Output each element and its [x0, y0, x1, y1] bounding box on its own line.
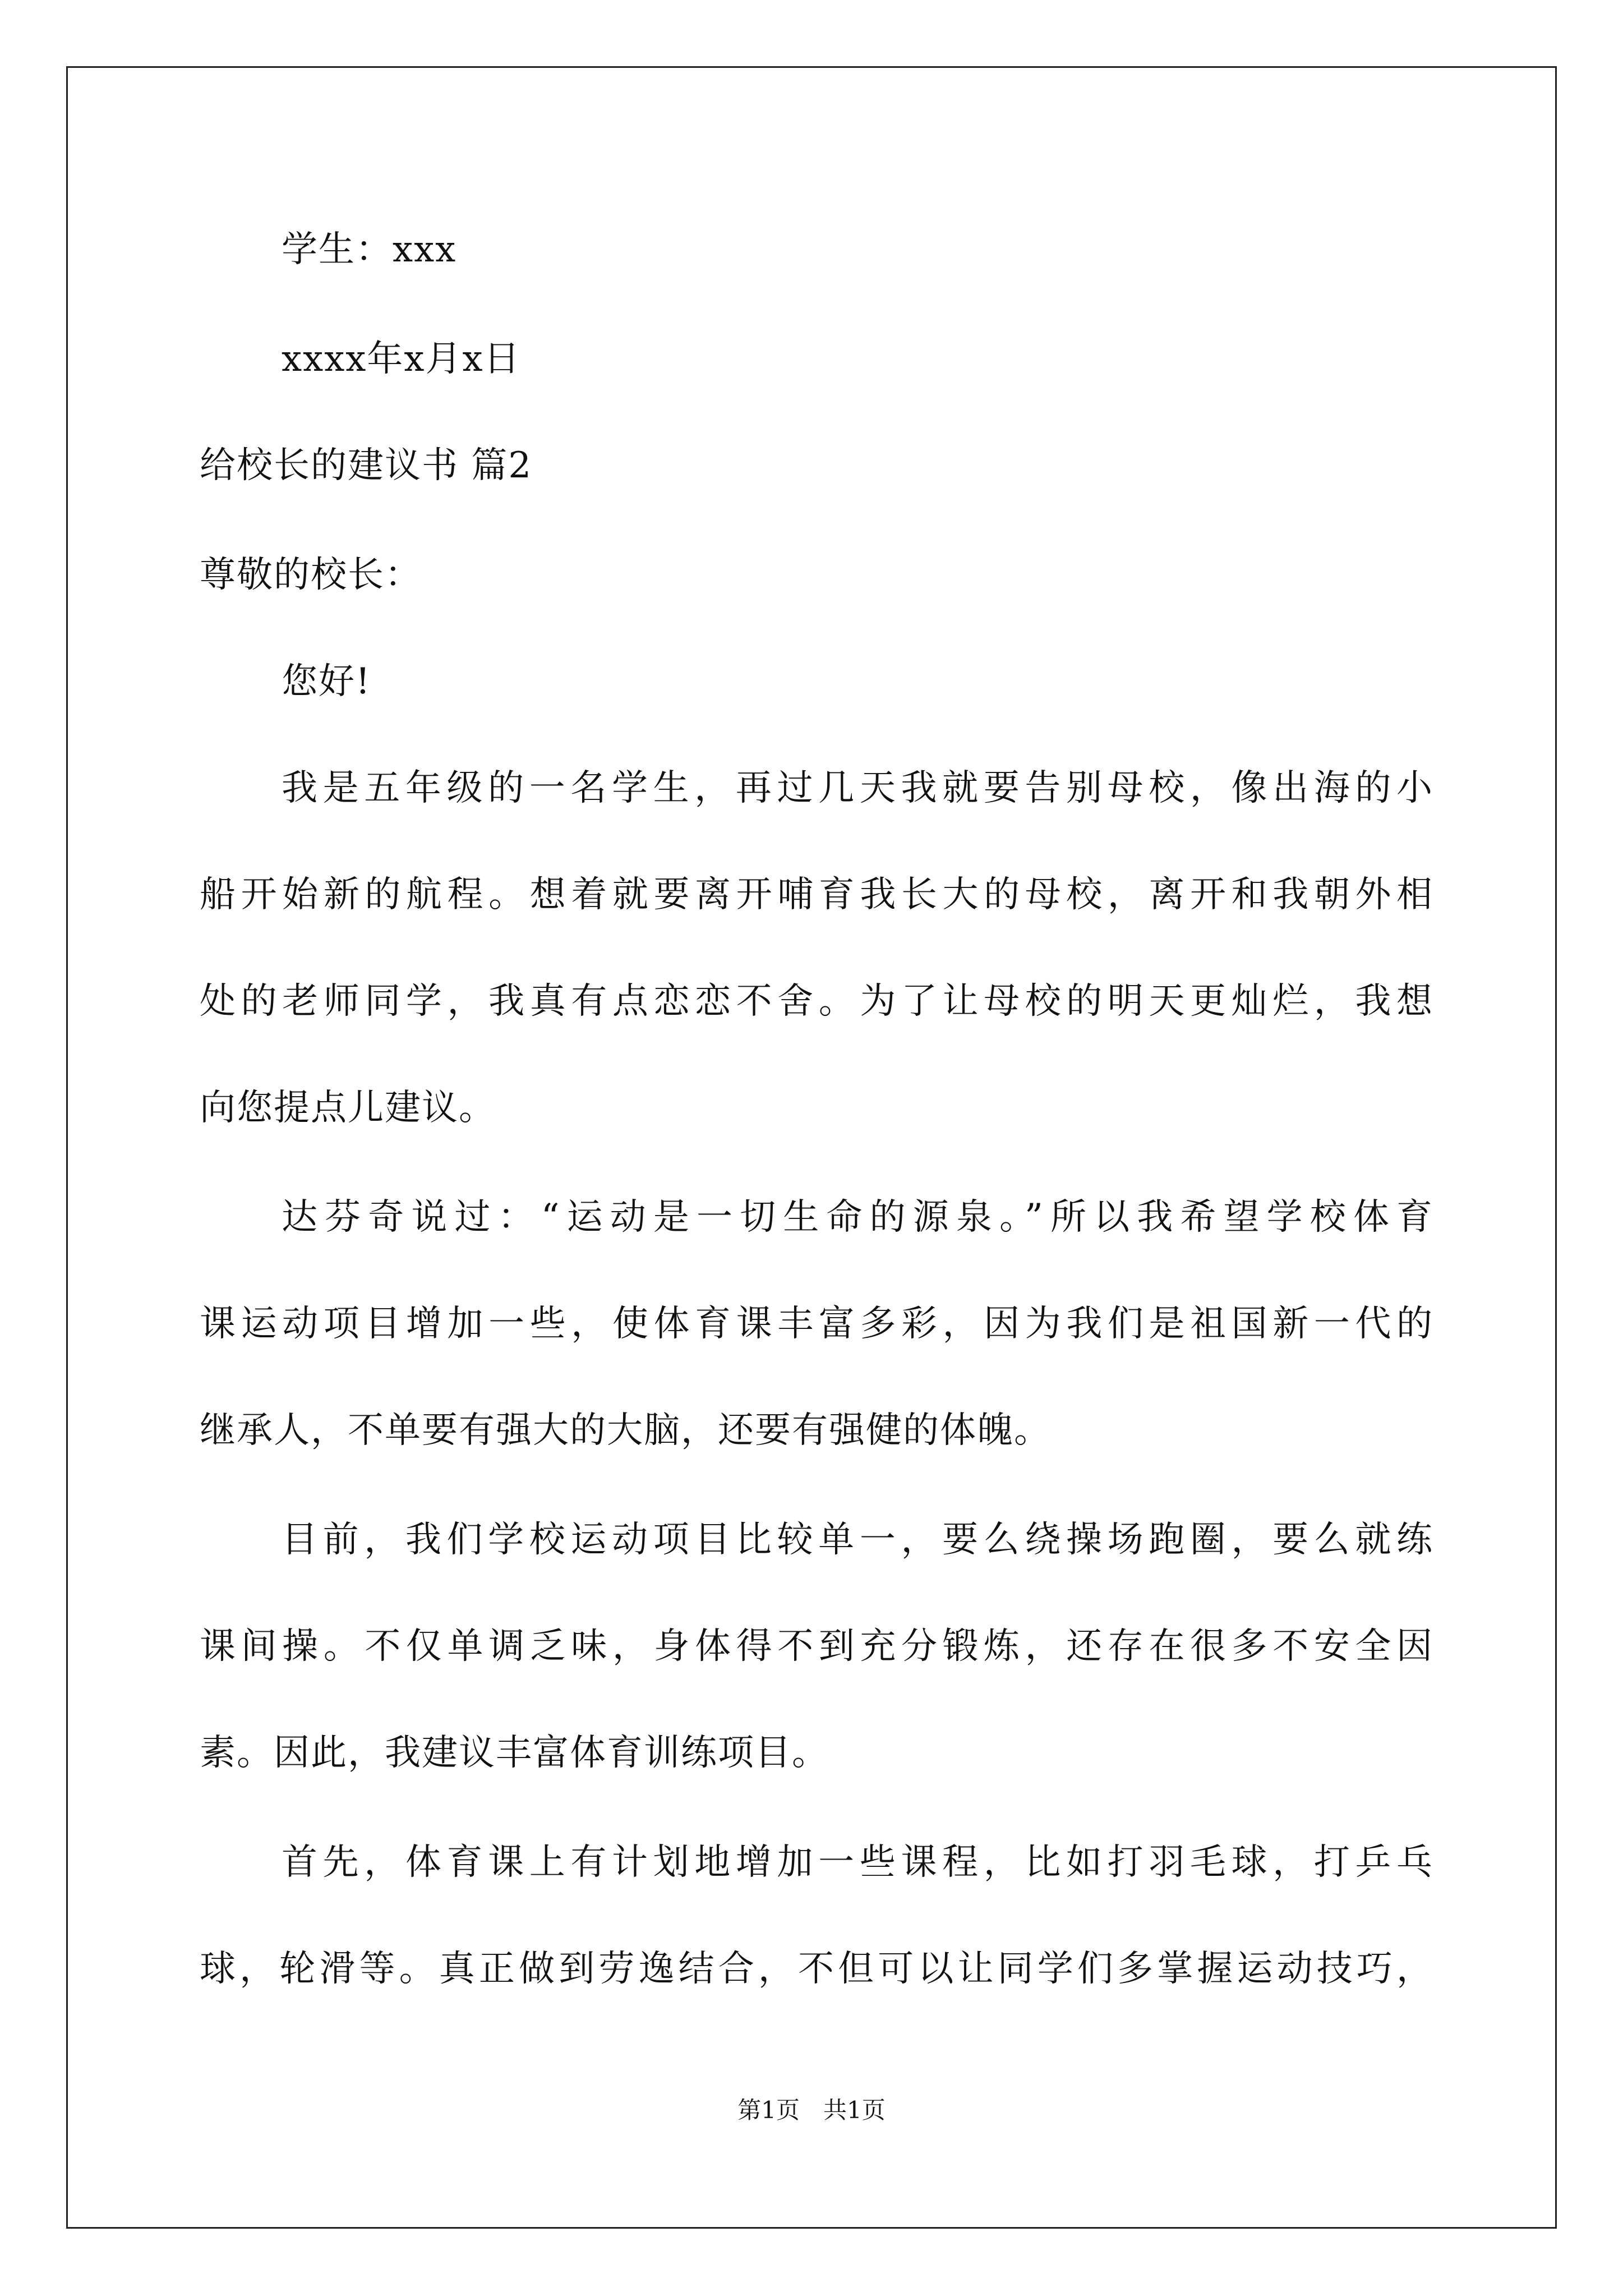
paragraph-4-line-1: 首先，体育课上有计划地增加一些课程，比如打羽毛球，打乒乓: [282, 1842, 1433, 1883]
paragraph-3-line-2: 课间操。不仅单调乏味，身体得不到充分锻炼，还存在很多不安全因: [200, 1626, 1433, 1667]
paragraph-3-line-1: 目前，我们学校运动项目比较单一，要么绕操场跑圈，要么就练: [282, 1519, 1433, 1561]
page-border: [66, 66, 1557, 2229]
paragraph-2-line-2: 课运动项目增加一些，使体育课丰富多彩，因为我们是祖国新一代的: [200, 1303, 1433, 1345]
paragraph-4-line-2: 球，轮滑等。真正做到劳逸结合，不但可以让同学们多掌握运动技巧，: [200, 1948, 1433, 1990]
paragraph-2-line-1: 达芬奇说过：“运动是一切生命的源泉。”所以我希望学校体育: [282, 1197, 1433, 1238]
paragraph-1-line-1: 我是五年级的一名学生，再过几天我就要告别母校，像出海的小: [282, 767, 1433, 809]
salutation: 尊敬的校长：: [200, 554, 422, 596]
paragraph-1-line-2: 船开始新的航程。想着就要离开哺育我长大的母校，离开和我朝外相: [200, 874, 1433, 915]
paragraph-2-line-3: 继承人，不单要有强大的大脑，还要有强健的体魄。: [200, 1410, 1051, 1451]
paragraph-3-line-3: 素。因此，我建议丰富体育训练项目。: [200, 1732, 829, 1774]
greeting: 您好!: [282, 661, 371, 702]
signature-student: 学生：xxx: [282, 229, 457, 270]
signature-date: xxxx年x月x日: [282, 338, 521, 380]
page-footer: 第1页 共1页: [737, 2096, 886, 2124]
section-title: 给校长的建议书 篇2: [200, 445, 533, 486]
paragraph-1-line-3: 处的老师同学，我真有点恋恋不舍。为了让母校的明天更灿烂，我想: [200, 981, 1433, 1022]
paragraph-1-line-4: 向您提点儿建议。: [200, 1087, 496, 1129]
